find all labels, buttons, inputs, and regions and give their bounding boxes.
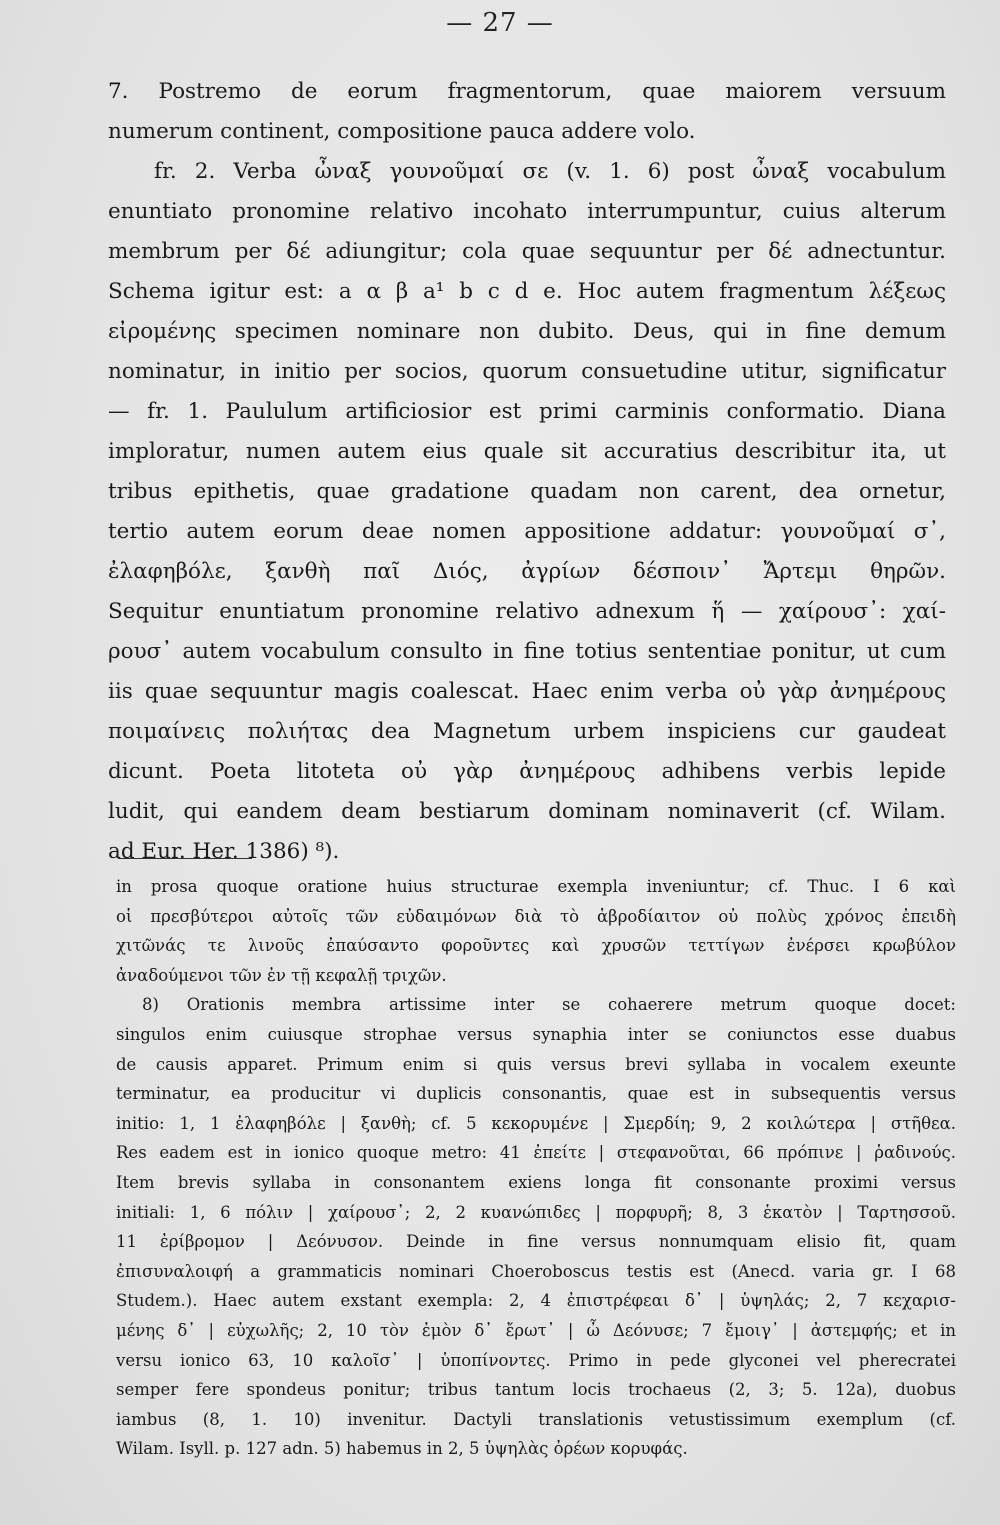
footnote-line: 8) Orationis membra artissime inter se cohaerere metrum quoque docet: [142, 995, 956, 1015]
footnote-line: μένης δ᾽ | εὐχωλῆς; 2, 10 τὸν ἐμὸν δ᾽ ἔρωτ᾽ | ὦ Δεόνυσε; 7 ἔμοιγ᾽ | ἀστεμφής; et in [116, 1320, 956, 1340]
footnote-line: singulos enim cuiusque strophae versus synaphia inter se coniunctos esse duabus [116, 1024, 956, 1044]
main-line: iis quae sequuntur magis coalescat. Haec enim verba οὐ γὰρ ἀνημέρους [108, 679, 946, 704]
footnote-line: ἐπισυναλοιφή a grammaticis nominari Choeroboscus testis est (Anecd. varia gr. I 68 [116, 1261, 956, 1281]
main-line: Schema igitur est: a α β a¹ b c d e. Hoc autem fragmentum λέξεως [108, 279, 946, 304]
page-number: — 27 — [446, 8, 554, 38]
footnote-line: οἱ πρεσβύτεροι αὐτοῖς τῶν εὐδαιμόνων διὰ τὸ ἁβροδίαιτον οὐ πολὺς χρόνος ἐπειδὴ [116, 906, 956, 926]
footnote-line: versu ionico 63, 10 καλοῖσ᾽ | ὑποπίνοντες. Primo in pede glyconei vel pherecratei [116, 1350, 956, 1370]
footnote-line: ἀναδούμενοι τῶν ἐν τῇ κεφαλῇ τριχῶν. [116, 965, 447, 985]
main-line: nominatur, in initio per socios, quorum consuetudine utitur, significatur [108, 359, 946, 384]
main-text [108, 72, 946, 872]
footnotes [116, 872, 956, 1464]
footnote-line: terminatur, ea producitur vi duplicis consonantis, quae est in subsequentis versus [116, 1084, 956, 1104]
main-line: tribus epithetis, quae gradatione quadam non carent, dea ornetur, [108, 479, 946, 504]
main-line: 7. Postremo de eorum fragmentorum, quae maiorem versuum [108, 79, 946, 104]
main-line: tertio autem eorum deae nomen appositione addatur: γουνοῦμαί σ᾽, [108, 519, 946, 544]
main-line: ποιμαίνεις πολιήτας dea Magnetum urbem inspiciens cur gaudeat [108, 719, 946, 744]
footnote-separator [118, 858, 252, 859]
footnote-line: in prosa quoque oratione huius structurae exempla inveniuntur; cf. Thuc. I 6 καὶ [116, 877, 956, 896]
main-line: fr. 2. Verba ὦναξ γουνοῦμαί σε (v. 1. 6) post ὦναξ vocabulum [154, 159, 946, 184]
main-line: ludit, qui eandem deam bestiarum dominam nominaverit (cf. Wilam. [108, 799, 946, 824]
main-line: enuntiato pronomine relativo incohato interrumpuntur, cuius alterum [108, 199, 946, 224]
main-line: Sequitur enuntiatum pronomine relativo adnexum ἥ — χαίρουσ᾽: χαί- [108, 599, 946, 624]
main-line: ρουσ᾽ autem vocabulum consulto in fine totius sententiae ponitur, ut cum [108, 639, 946, 664]
footnote-line: de causis apparet. Primum enim si quis versus brevi syllaba in vocalem exeunte [116, 1054, 956, 1074]
main-line: — fr. 1. Paululum artificiosior est primi carminis conformatio. Diana [108, 399, 946, 424]
footnote-line: initio: 1, 1 ἐλαφηβόλε | ξανθὴ; cf. 5 κεκορυμένε | Σμερδίη; 9, 2 κοιλώτερα | στῆθεα. [116, 1113, 956, 1133]
footnote-line: Item brevis syllaba in consonantem exiens longa fit consonante proximi versus [116, 1172, 956, 1192]
footnote-line: semper fere spondeus ponitur; tribus tantum locis trochaeus (2, 3; 5. 12a), duobus [116, 1380, 956, 1400]
main-line: εἰρομένης specimen nominare non dubito. Deus, qui in fine demum [108, 319, 946, 344]
footnote-line: Wilam. Isyll. p. 127 adn. 5) habemus in 2, 5 ὑψηλὰς ὀρέων κορυφάς. [116, 1439, 688, 1459]
footnote-line: χιτῶνάς τε λινοῦς ἐπαύσαντο φοροῦντες καὶ χρυσῶν τεττίγων ἐνέρσει κρωβύλον [116, 936, 956, 956]
main-line: membrum per δέ adiungitur; cola quae sequuntur per δέ adnectuntur. [108, 239, 946, 264]
footnote-line: iambus (8, 1. 10) invenitur. Dactyli translationis vetustissimum exemplum (cf. [116, 1409, 956, 1429]
main-line: imploratur, numen autem eius quale sit accuratius describitur ita, ut [108, 439, 946, 464]
footnote-line: Studem.). Haec autem exstant exempla: 2, 4 ἐπιστρέφεαι δ᾽ | ὑψηλάς; 2, 7 κεχαρισ- [116, 1291, 956, 1311]
main-line: ἐλαφηβόλε, ξανθὴ παῖ Διός, ἀγρίων δέσποιν᾽ Ἄρτεμι θηρῶν. [108, 559, 946, 584]
footnote-line: 11 ἐρίβρομον | Δεόνυσον. Deinde in fine versus nonnumquam elisio fit, quam [116, 1232, 956, 1252]
main-line: ad Eur. Her. 1386) ⁸). [108, 839, 340, 864]
main-line: dicunt. Poeta litoteta οὐ γὰρ ἀνημέρους adhibens verbis lepide [108, 759, 946, 784]
footnote-line: initiali: 1, 6 πόλιν | χαίρουσ᾽; 2, 2 κυανώπιδες | πορφυρῆ; 8, 3 ἑκατὸν | Ταρτησσοῦ. [116, 1202, 956, 1222]
footnote-line: Res eadem est in ionico quoque metro: 41 ἐπείτε | στεφανοῦται, 66 πρόπινε | ῥαδινούς. [116, 1143, 956, 1163]
main-line: numerum continent, compositione pauca addere volo. [108, 119, 696, 144]
